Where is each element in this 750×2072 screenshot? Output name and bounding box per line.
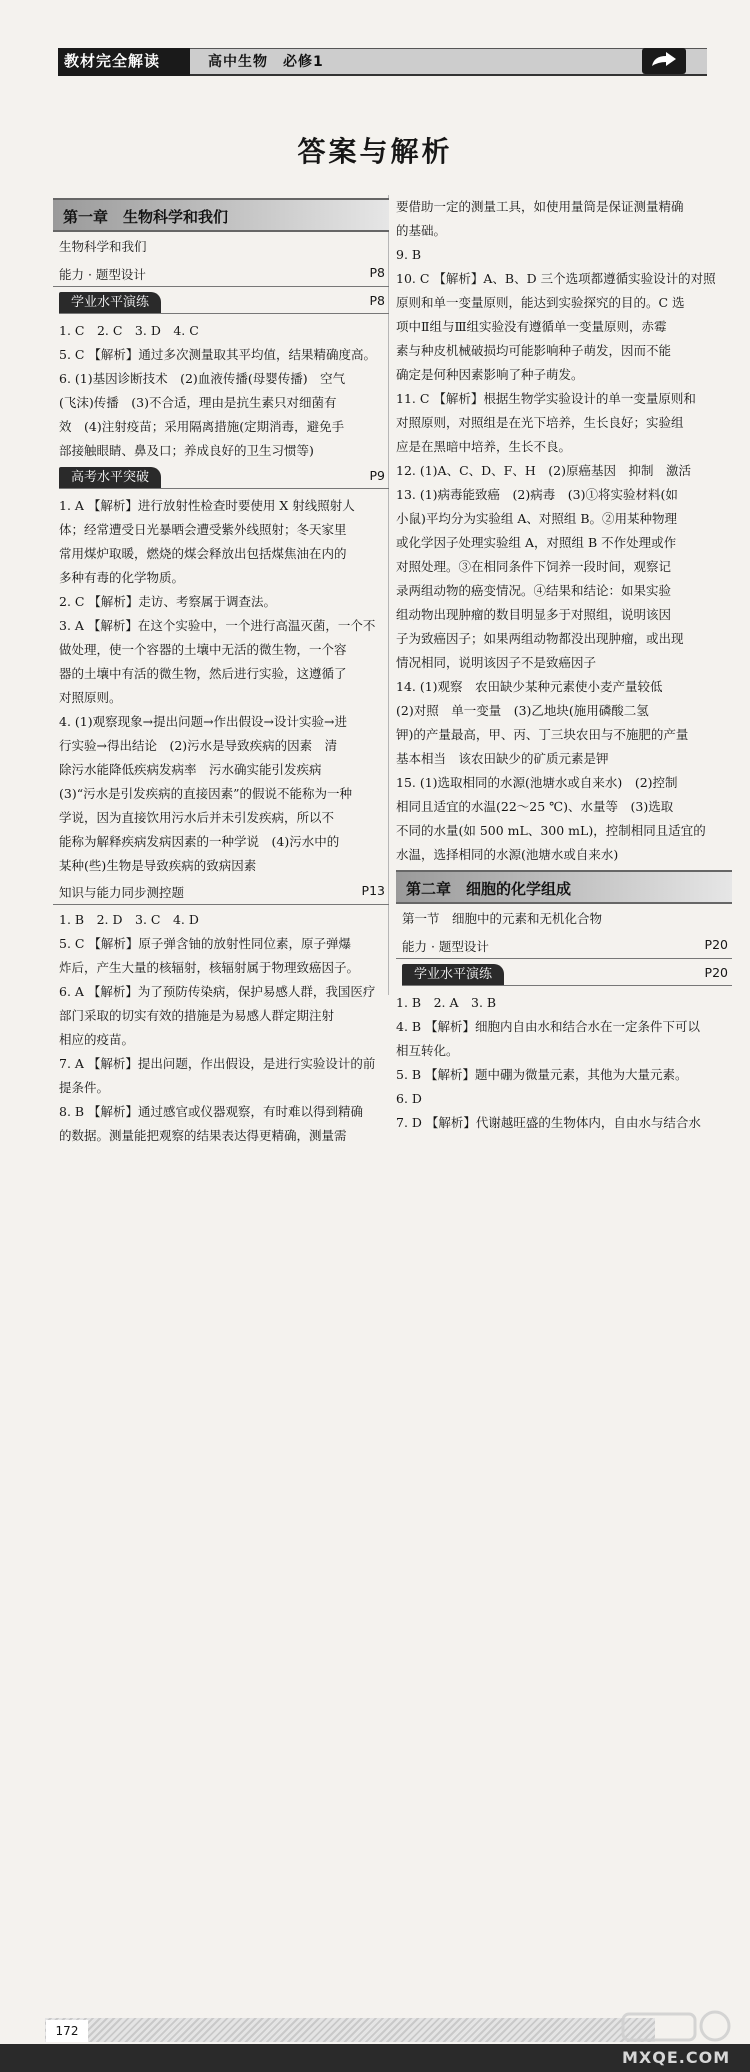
page-number: 172: [46, 2020, 88, 2042]
block-page-ref: P13: [361, 883, 385, 898]
answer-line: 应是在黑暗中培养，生长不良。: [396, 439, 572, 454]
answer-line: 基本相当 该农田缺少的矿质元素是钾: [396, 751, 609, 766]
block-label: 能力 · 题型设计: [59, 267, 146, 282]
answer-line: 水温，选择相同的水源(池塘水或自来水): [396, 847, 619, 862]
tab-page-ref: P9: [369, 468, 385, 483]
page-header: [0, 0, 750, 88]
answer-line: (3)“污水是引发疾病的直接因素”的假说不能称为一种: [59, 786, 352, 801]
header-subject: 高中生物 必修1: [208, 54, 324, 70]
block-page-ref: P8: [369, 265, 385, 280]
answer-line: 5. C 【解析】通过多次测量取其平均值，结果精确度高。: [59, 347, 376, 362]
answer-line: 素与种皮机械破损均可能影响种子萌发，因而不能: [396, 343, 672, 358]
answer-line: 确定是何种因素影响了种子萌发。: [396, 367, 584, 382]
subsection-tab: [396, 962, 732, 988]
answer-line: 不同的水量(如 500 mL、300 mL)，控制相同且适宜的: [396, 823, 706, 838]
page-title: 答案与解析: [297, 135, 453, 168]
answer-line: 除污水能降低疾病发病率 污水确实能引发疾病: [59, 762, 322, 777]
tab-page-ref: P8: [369, 293, 385, 308]
chapter-title: 第一章 生物科学和我们: [63, 208, 229, 226]
answer-line: 常用煤炉取暖，燃烧的煤会释放出包括煤焦油在内的: [59, 546, 347, 561]
answer-line: 体；经常遭受日光暴晒会遭受紫外线照射；冬天家里: [59, 522, 347, 537]
answer-line: 对照原则。: [59, 690, 122, 705]
watermark-text: MXQE.COM: [622, 2048, 731, 2067]
answer-line: 相应的疫苗。: [59, 1032, 135, 1047]
tab-label: 学业水平演练: [402, 964, 504, 985]
answer-line: 7. A 【解析】提出问题，作出假设，是进行实验设计的前: [59, 1056, 376, 1071]
answer-line: 3. A 【解析】在这个实验中，一个进行高温灭菌，一个不: [59, 618, 376, 633]
block-header: [396, 932, 732, 959]
block-label: 能力 · 题型设计: [402, 939, 489, 954]
section-title: 第一节 细胞中的元素和无机化合物: [402, 911, 603, 926]
answer-line: 1. B 2. D 3. C 4. D: [59, 912, 199, 927]
subsection-tab: [53, 290, 389, 316]
block-page-ref: P20: [704, 937, 728, 952]
answer-line: 6. A 【解析】为了预防传染病，保护易感人群，我国医疗: [59, 984, 376, 999]
answer-line: 子为致癌因子；如果两组动物都没出现肿瘤，或出现: [396, 631, 684, 646]
chapter-title: 第二章 细胞的化学组成: [406, 880, 572, 898]
answer-line: 钾)的产量最高，甲、丙、丁三块农田与不施肥的产量: [396, 727, 689, 742]
answer-line: 1. B 2. A 3. B: [396, 995, 497, 1010]
answer-line: 14. (1)观察 农田缺少某种元素使小麦产量较低: [396, 679, 663, 694]
answer-line: 情况相同，说明该因子不是致癌因子: [396, 655, 597, 670]
subsection-tab: [53, 465, 389, 491]
answer-line: 13. (1)病毒能致癌 (2)病毒 (3)①将实验材料(如: [396, 487, 678, 502]
answer-line: (飞沫)传播 (3)不合适，理由是抗生素只对细菌有: [59, 395, 337, 410]
answer-line: 相同且适宜的水温(22～25 ℃)、水量等 (3)选取: [396, 799, 674, 814]
answer-line: 6. (1)基因诊断技术 (2)血液传播(母婴传播) 空气: [59, 371, 346, 386]
answer-line: 对照原则，对照组是在光下培养，生长良好；实验组: [396, 415, 684, 430]
block-header: [53, 878, 389, 905]
answer-line: 学说，因为直接饮用污水后并未引发疾病，所以不: [59, 810, 335, 825]
answer-line: 项中Ⅱ组与Ⅲ组实验没有遵循单一变量原则，赤霉: [396, 319, 667, 334]
answer-line: 炸后，产生大量的核辐射，核辐射属于物理致癌因子。: [59, 960, 360, 975]
tab-label: 高考水平突破: [59, 467, 161, 488]
answer-line: 录两组动物的癌变情况。④结果和结论：如果实验: [396, 583, 672, 598]
answer-line: 对照处理。③在相同条件下饲养一段时间，观察记: [396, 559, 672, 574]
answer-line: 提条件。: [59, 1080, 110, 1095]
answer-line: 5. C 【解析】原子弹含铀的放射性同位素，原子弹爆: [59, 936, 351, 951]
answer-line: 要借助一定的测量工具，如使用量筒是保证测量精确: [396, 199, 684, 214]
answer-line: 部门采取的切实有效的措施是为易感人群定期注射: [59, 1008, 335, 1023]
block-header: [53, 260, 389, 287]
answer-line: 做处理，使一个容器的土壤中无活的微生物，一个容: [59, 642, 347, 657]
answer-line: 的数据。测量能把观察的结果表达得更精确，测量需: [59, 1128, 347, 1143]
answer-line: 1. A 【解析】进行放射性检查时要使用 X 射线照射人: [59, 498, 355, 513]
answer-list: [53, 319, 389, 463]
tab-page-ref: P20: [704, 965, 728, 980]
answer-list: [396, 195, 732, 867]
answer-line: 小鼠)平均分为实验组 A、对照组 B。②用某种物理: [396, 511, 678, 526]
footer-pattern: [45, 2018, 655, 2042]
left-column: [53, 195, 389, 1148]
answer-line: 或化学因子处理实验组 A，对照组 B 不作处理或作: [396, 535, 677, 550]
answer-line: 效 (4)注射疫苗；采用隔离措施(定期消毒，避免手: [59, 419, 345, 434]
tab-label: 学业水平演练: [59, 292, 161, 313]
answer-line: 组动物出现肿瘤的数目明显多于对照组，说明该因: [396, 607, 672, 622]
answer-line: 6. D: [396, 1091, 422, 1106]
answer-line: 8. B 【解析】通过感官或仪器观察，有时难以得到精确: [59, 1104, 364, 1119]
answer-line: 15. (1)选取相同的水源(池塘水或自来水) (2)控制: [396, 775, 678, 790]
answer-line: 11. C 【解析】根据生物学实验设计的单一变量原则和: [396, 391, 696, 406]
answer-line: 多种有毒的化学物质。: [59, 570, 185, 585]
chapter-banner: [53, 198, 389, 232]
answer-line: 4. B 【解析】细胞内自由水和结合水在一定条件下可以: [396, 1019, 701, 1034]
answer-line: 原则和单一变量原则，能达到实验探究的目的。C 选: [396, 295, 685, 310]
answer-line: 部接触眼睛、鼻及口；养成良好的卫生习惯等): [59, 443, 314, 458]
answer-line: 相互转化。: [396, 1043, 459, 1058]
answer-line: 9. B: [396, 247, 422, 262]
answer-list: [53, 494, 389, 878]
block-label: 知识与能力同步测控题: [59, 885, 185, 900]
answer-line: 能称为解释疾病发病因素的一种学说 (4)污水中的: [59, 834, 340, 849]
answer-line: 7. D 【解析】代谢越旺盛的生物体内，自由水与结合水: [396, 1115, 701, 1130]
answer-line: 10. C 【解析】A、B、D 三个选项都遵循实验设计的对照: [396, 271, 716, 286]
section-title: 生物科学和我们: [59, 239, 147, 254]
answer-line: 1. C 2. C 3. D 4. C: [59, 323, 199, 338]
answer-line: 的基础。: [396, 223, 447, 238]
answer-line: 2. C 【解析】走访、考察属于调查法。: [59, 594, 276, 609]
header-brand: 教材完全解读: [64, 52, 161, 70]
arrow-logo-icon: [642, 48, 686, 74]
answer-line: 某种(些)生物是导致疾病的致病因素: [59, 858, 257, 873]
answer-line: 器的土壤中有活的微生物，然后进行实验，这遵循了: [59, 666, 347, 681]
answer-line: 行实验→得出结论 (2)污水是导致疾病的因素 清: [59, 738, 338, 753]
answer-line: (2)对照 单一变量 (3)乙地块(施用磷酸二氢: [396, 703, 649, 718]
answer-line: 12. (1)A、C、D、F、H (2)原癌基因 抑制 激活: [396, 463, 691, 478]
answer-line: 4. (1)观察现象→提出问题→作出假设→设计实验→进: [59, 714, 348, 729]
chapter-banner: [396, 870, 732, 904]
answer-line: 5. B 【解析】题中硼为微量元素，其他为大量元素。: [396, 1067, 688, 1082]
right-column: [396, 195, 732, 1135]
